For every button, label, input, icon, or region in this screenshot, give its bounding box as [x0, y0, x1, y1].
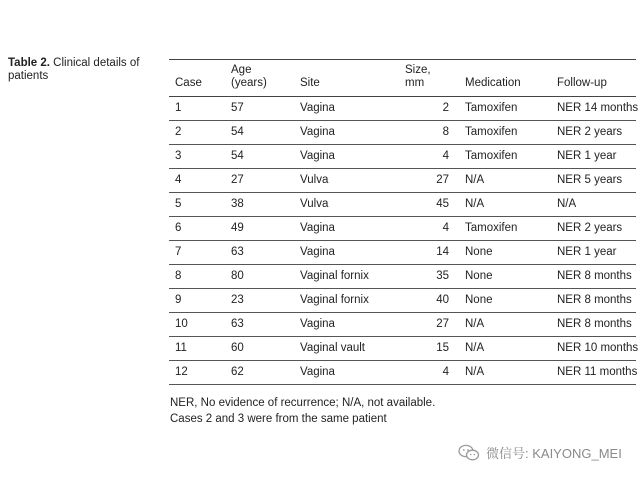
cell-followup: NER 10 months [557, 342, 639, 354]
cell-site: Vagina [300, 246, 335, 258]
cell-size: 40 [436, 294, 449, 306]
watermark [458, 443, 622, 462]
cell-medication: Tamoxifen [465, 222, 518, 234]
cell-medication: None [465, 270, 493, 282]
cell-medication: Tamoxifen [465, 150, 518, 162]
cell-size: 27 [436, 318, 449, 330]
cell-followup: NER 8 months [557, 270, 632, 282]
cell-age: 49 [231, 222, 244, 234]
cell-size: 4 [442, 366, 449, 378]
footnote-abbreviations: NER, No evidence of recurrence; N/A, not available. [170, 397, 436, 409]
caption-label: Table 2. [8, 57, 50, 69]
cell-followup: NER 5 years [557, 174, 623, 186]
header-site: Site [300, 77, 320, 89]
cell-case: 6 [175, 222, 182, 234]
cell-medication: N/A [465, 318, 485, 330]
table-row [169, 313, 636, 337]
cell-size: 2 [442, 102, 449, 114]
table-body [169, 97, 639, 385]
cell-site: Vagina [300, 318, 335, 330]
cell-age: 60 [231, 342, 244, 354]
cell-size: 35 [436, 270, 449, 282]
cell-followup: NER 11 months [557, 366, 638, 378]
cell-size: 45 [436, 198, 449, 210]
cell-site: Vagina [300, 222, 335, 234]
cell-age: 27 [231, 174, 244, 186]
cell-age: 38 [231, 198, 244, 210]
cell-case: 2 [175, 126, 182, 138]
watermark-text: 微信号: KAIYONG_MEI [486, 446, 622, 461]
header-age-line2: (years) [231, 77, 267, 89]
cell-case: 7 [175, 246, 182, 258]
table-footnotes [170, 395, 435, 427]
cell-site: Vulva [300, 174, 329, 186]
header-size-line2: mm [405, 77, 425, 89]
cell-medication: None [465, 294, 493, 306]
header-medication: Medication [465, 77, 521, 89]
cell-age: 63 [231, 246, 244, 258]
table-row [169, 337, 639, 361]
cell-size: 4 [442, 150, 449, 162]
cell-followup: NER 14 months [557, 102, 639, 114]
cell-age: 63 [231, 318, 244, 330]
cell-medication: N/A [465, 342, 485, 354]
cell-size: 14 [436, 246, 449, 258]
caption-text: Clinical details of patients [8, 57, 140, 82]
table-row [169, 193, 636, 217]
cell-medication: N/A [465, 198, 485, 210]
cell-followup: N/A [557, 198, 577, 210]
cell-case: 3 [175, 150, 182, 162]
cell-followup: NER 8 months [557, 318, 632, 330]
cell-case: 8 [175, 270, 182, 282]
footnote-same-patient: Cases 2 and 3 were from the same patient [170, 413, 387, 425]
table-row [169, 241, 636, 265]
cell-site: Vulva [300, 198, 329, 210]
cell-site: Vagina [300, 102, 335, 114]
cell-size: 8 [442, 126, 449, 138]
cell-age: 80 [231, 270, 244, 282]
table-row [169, 217, 636, 241]
table-header-row [169, 60, 636, 97]
cell-site: Vagina [300, 150, 335, 162]
cell-case: 12 [175, 366, 188, 378]
header-size [405, 64, 429, 90]
cell-medication: Tamoxifen [465, 102, 518, 114]
header-age [231, 64, 267, 90]
cell-case: 1 [175, 102, 182, 114]
table-row [169, 289, 636, 313]
table-row [169, 361, 636, 385]
header-size-line1: Size, [405, 64, 431, 76]
cell-site: Vaginal fornix [300, 270, 369, 282]
table-row [169, 97, 639, 121]
cell-case: 9 [175, 294, 182, 306]
cell-site: Vagina [300, 366, 335, 378]
cell-followup: NER 2 years [557, 222, 623, 234]
clinical-details-table [169, 59, 639, 385]
cell-medication: None [465, 246, 493, 258]
cell-age: 54 [231, 126, 244, 138]
cell-medication: N/A [465, 366, 485, 378]
cell-age: 54 [231, 150, 244, 162]
table-row [169, 265, 636, 289]
table-row [169, 121, 636, 145]
cell-followup: NER 1 year [557, 150, 617, 162]
header-age-line1: Age [231, 64, 252, 76]
cell-case: 11 [175, 342, 187, 354]
cell-age: 23 [231, 294, 244, 306]
cell-case: 10 [175, 318, 188, 330]
cell-site: Vaginal fornix [300, 294, 369, 306]
cell-site: Vaginal vault [300, 342, 365, 354]
table-caption [8, 57, 158, 83]
table-row [169, 145, 636, 169]
cell-medication: N/A [465, 174, 485, 186]
cell-medication: Tamoxifen [465, 126, 518, 138]
header-case: Case [175, 77, 202, 89]
cell-followup: NER 1 year [557, 246, 617, 258]
cell-followup: NER 8 months [557, 294, 632, 306]
cell-size: 4 [442, 222, 449, 234]
cell-size: 27 [436, 174, 449, 186]
cell-case: 5 [175, 198, 182, 210]
cell-followup: NER 2 years [557, 126, 623, 138]
cell-age: 62 [231, 366, 244, 378]
header-followup: Follow-up [557, 77, 607, 89]
wechat-icon [458, 444, 480, 462]
cell-size: 15 [436, 342, 449, 354]
table-row [169, 169, 636, 193]
cell-site: Vagina [300, 126, 335, 138]
cell-case: 4 [175, 174, 182, 186]
cell-age: 57 [231, 102, 244, 114]
